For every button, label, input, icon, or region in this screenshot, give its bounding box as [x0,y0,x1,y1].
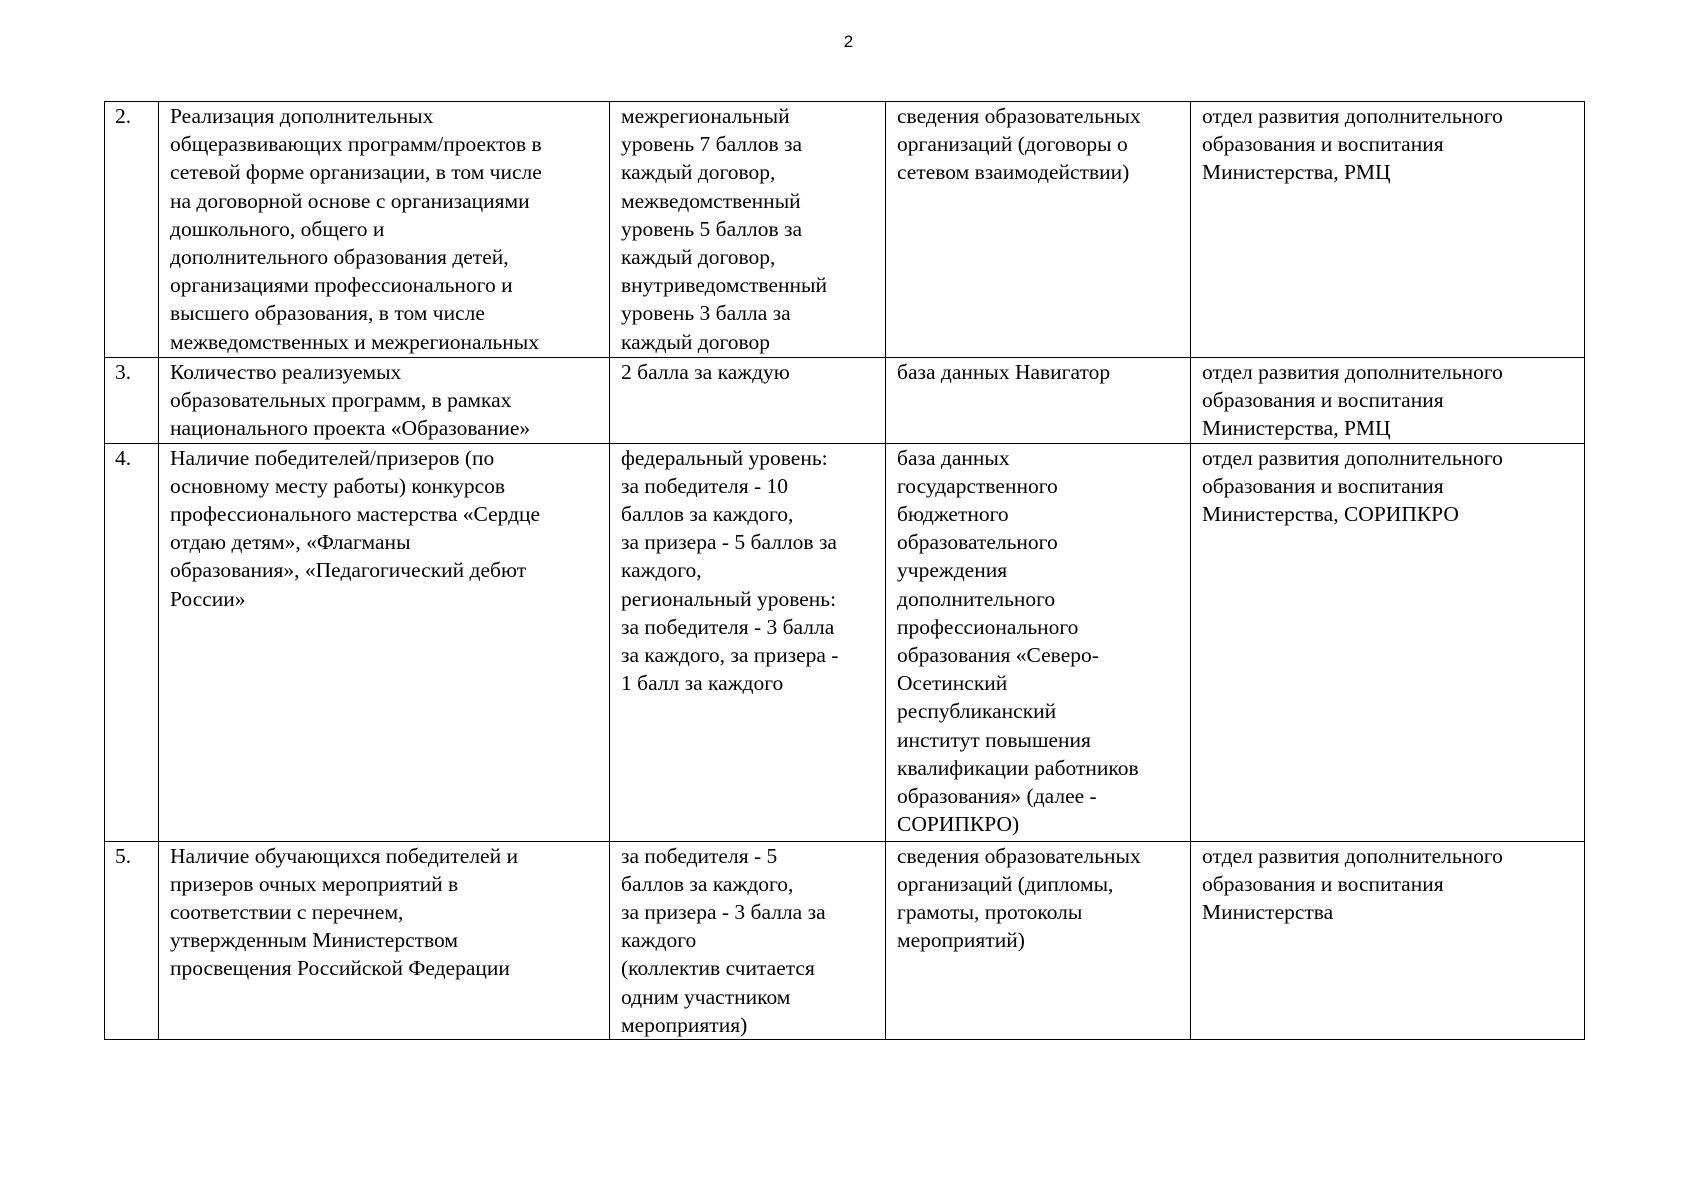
table-row [105,841,1585,1039]
scoring-cell: межрегиональный уровень 7 баллов за каждый договор, межведомственный уровень 5 баллов за каждый договор, внутриведомственный уровень 3 балла за каждый договор [610,102,886,358]
criterion-cell: Реализация дополнительных общеразвивающих программ/проектов в сетевой форме организации, в том числе на договорной основе с организациями дошкольного, общего и дополнительного образования детей, организациями профессионального и высшего образования, в том числе межведомственных и межрегиональных [159,102,610,358]
scoring-cell: 2 балла за каждую [610,358,886,444]
row-number: 3. [105,358,159,444]
table-row [105,443,1585,841]
row-number: 4. [105,443,159,841]
source-cell: сведения образовательных организаций (договоры о сетевом взаимодействии) [886,102,1191,358]
criteria-table [104,101,1585,1040]
responsible-cell: отдел развития дополнительного образования и воспитания Министерства [1191,841,1585,1039]
responsible-cell: отдел развития дополнительного образования и воспитания Министерства, СОРИПКРО [1191,443,1585,841]
row-number: 5. [105,841,159,1039]
scoring-cell: за победителя - 5 баллов за каждого, за призера - 3 балла за каждого (коллектив считается одним участником мероприятия) [610,841,886,1039]
table-row [105,102,1585,358]
page-number: 2 [843,32,854,51]
table-row [105,358,1585,444]
source-cell: сведения образовательных организаций (дипломы, грамоты, протоколы мероприятий) [886,841,1191,1039]
row-number: 2. [105,102,159,358]
criterion-cell: Наличие победителей/призеров (по основному месту работы) конкурсов профессионального мастерства «Сердце отдаю детям», «Флагманы образования», «Педагогический дебют России» [159,443,610,841]
scoring-cell: федеральный уровень: за победителя - 10 баллов за каждого, за призера - 5 баллов за каждого, региональный уровень: за победителя - 3 балла за каждого, за призера - 1 балл за каждого [610,443,886,841]
criterion-cell: Количество реализуемых образовательных программ, в рамках национального проекта «Образование» [159,358,610,444]
responsible-cell: отдел развития дополнительного образования и воспитания Министерства, РМЦ [1191,358,1585,444]
source-cell: база данных Навигатор [886,358,1191,444]
responsible-cell: отдел развития дополнительного образования и воспитания Министерства, РМЦ [1191,102,1585,358]
criterion-cell: Наличие обучающихся победителей и призеров очных мероприятий в соответствии с перечнем, утвержденным Министерством просвещения Российской Федерации [159,841,610,1039]
source-cell: база данных государственного бюджетного образовательного учреждения дополнительного профессионального образования «Северо- Осетинский республиканский институт повышения квалификации работников образования» (далее - СОРИПКРО) [886,443,1191,841]
